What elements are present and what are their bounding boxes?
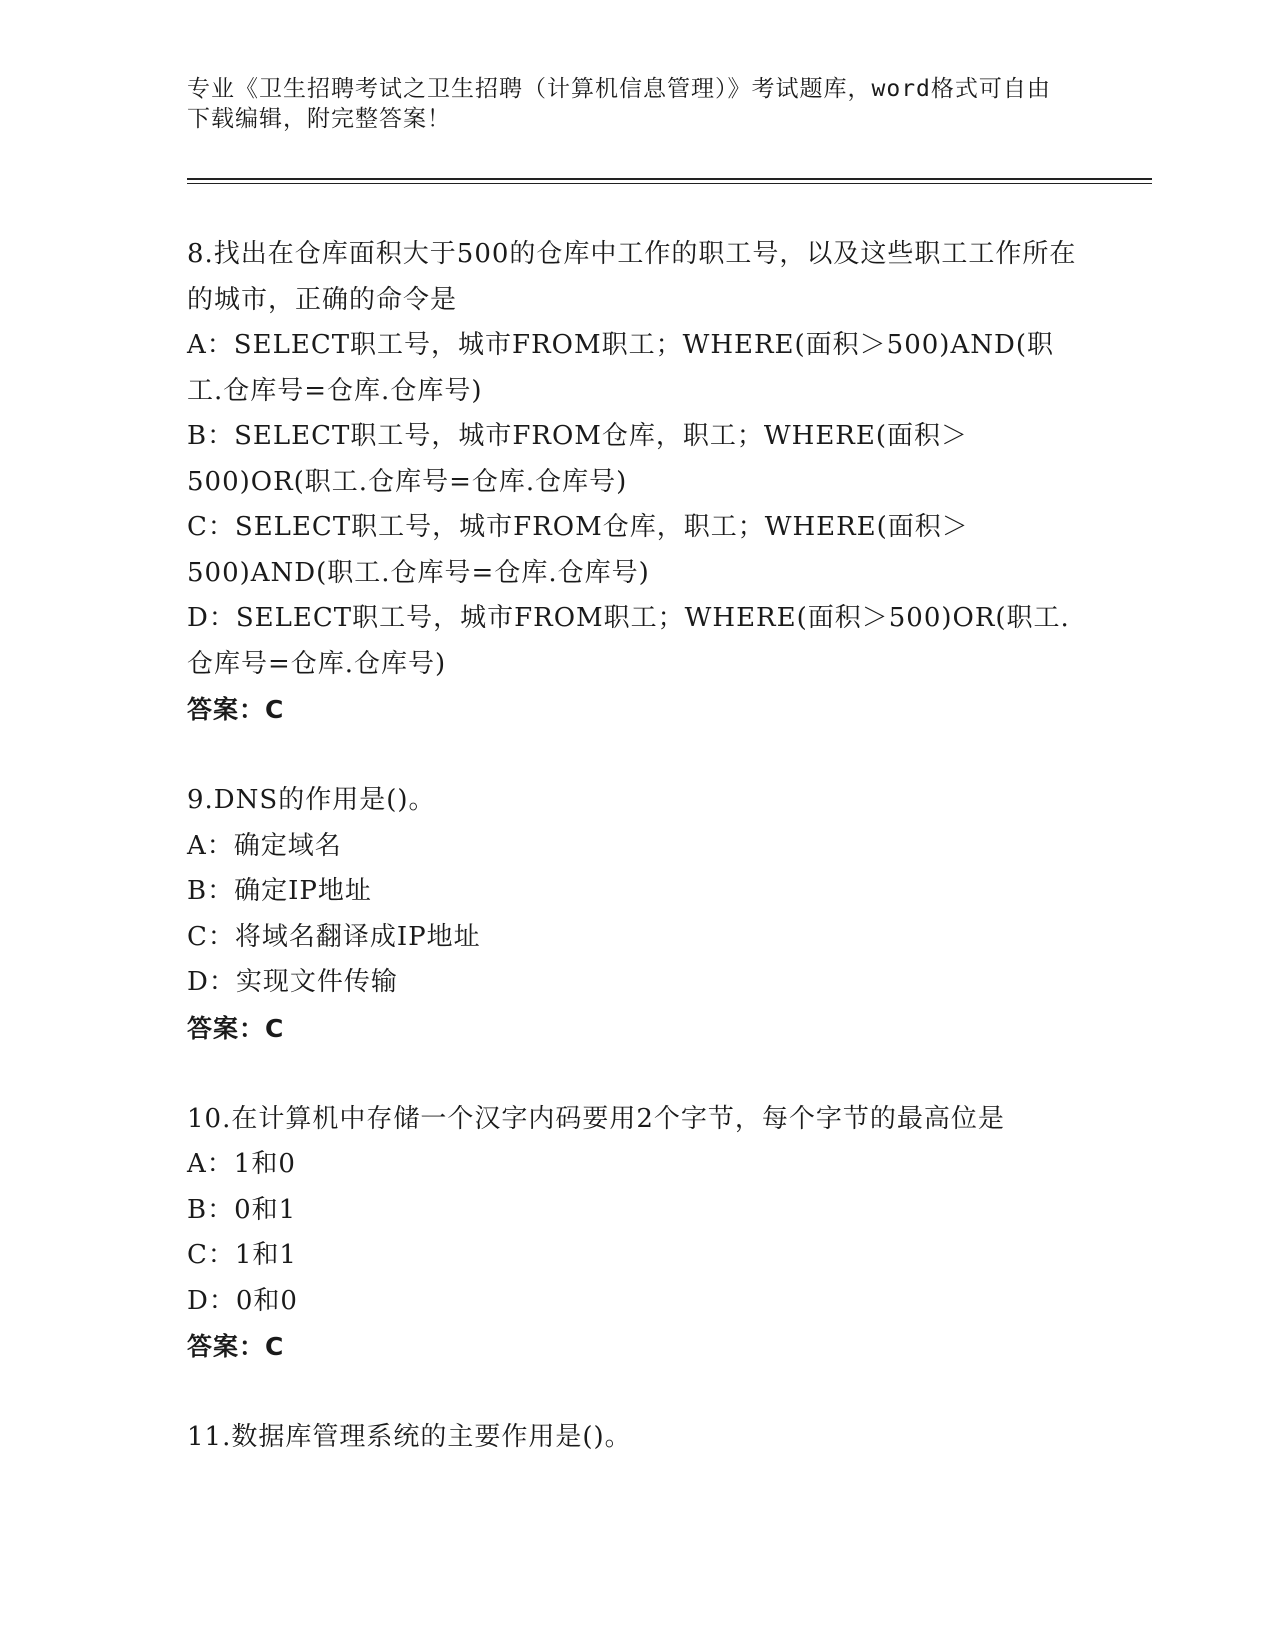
header-divider-thin (187, 183, 1152, 184)
answer-label: 答案：C (187, 695, 285, 724)
header-divider-thick (187, 178, 1152, 180)
option-c: C：SELECT职工号，城市FROM仓库，职工；WHERE(面积＞500)AND(职工.仓库号=仓库.仓库号) (187, 512, 969, 588)
question-11 (187, 1415, 1087, 1461)
option-d: D：SELECT职工号，城市FROM职工；WHERE(面积＞500)OR(职工.仓库号=仓库.仓库号) (187, 603, 1070, 679)
option-c: C：1和1 (187, 1240, 297, 1270)
question-10 (187, 1097, 1087, 1370)
option-c: C：将域名翻译成IP地址 (187, 921, 481, 952)
option-a: A：确定域名 (187, 830, 342, 861)
option-a: A：SELECT职工号，城市FROM职工；WHERE(面积＞500)AND(职工.仓库号=仓库.仓库号) (187, 330, 1054, 406)
question-stem: 9.DNS的作用是()。 (187, 785, 436, 815)
question-stem: 11.数据库管理系统的主要作用是()。 (187, 1422, 632, 1452)
question-stem: 8.找出在仓库面积大于500的仓库中工作的职工号，以及这些职工工作所在的城市，正确的命令是 (187, 239, 1077, 315)
question-stem: 10.在计算机中存储一个汉字内码要用2个字节，每个字节的最高位是 (187, 1103, 1005, 1134)
option-b: B：SELECT职工号，城市FROM仓库，职工；WHERE(面积＞500)OR(职工.仓库号=仓库.仓库号) (187, 421, 969, 497)
answer-label: 答案：C (187, 1013, 285, 1043)
question-list (187, 232, 1087, 1506)
option-d: D：实现文件传输 (187, 967, 398, 997)
document-header: 专业《卫生招聘考试之卫生招聘（计算机信息管理）》考试题库，word格式可自由下载编辑，附完整答案！ (187, 76, 1051, 132)
option-b: B：0和1 (187, 1194, 297, 1225)
option-d: D：0和0 (187, 1285, 298, 1316)
question-8 (187, 232, 1087, 733)
option-b: B：确定IP地址 (187, 876, 372, 906)
answer-label: 答案：C (187, 1332, 285, 1361)
question-9 (187, 778, 1087, 1051)
option-a: A：1和0 (187, 1149, 296, 1179)
